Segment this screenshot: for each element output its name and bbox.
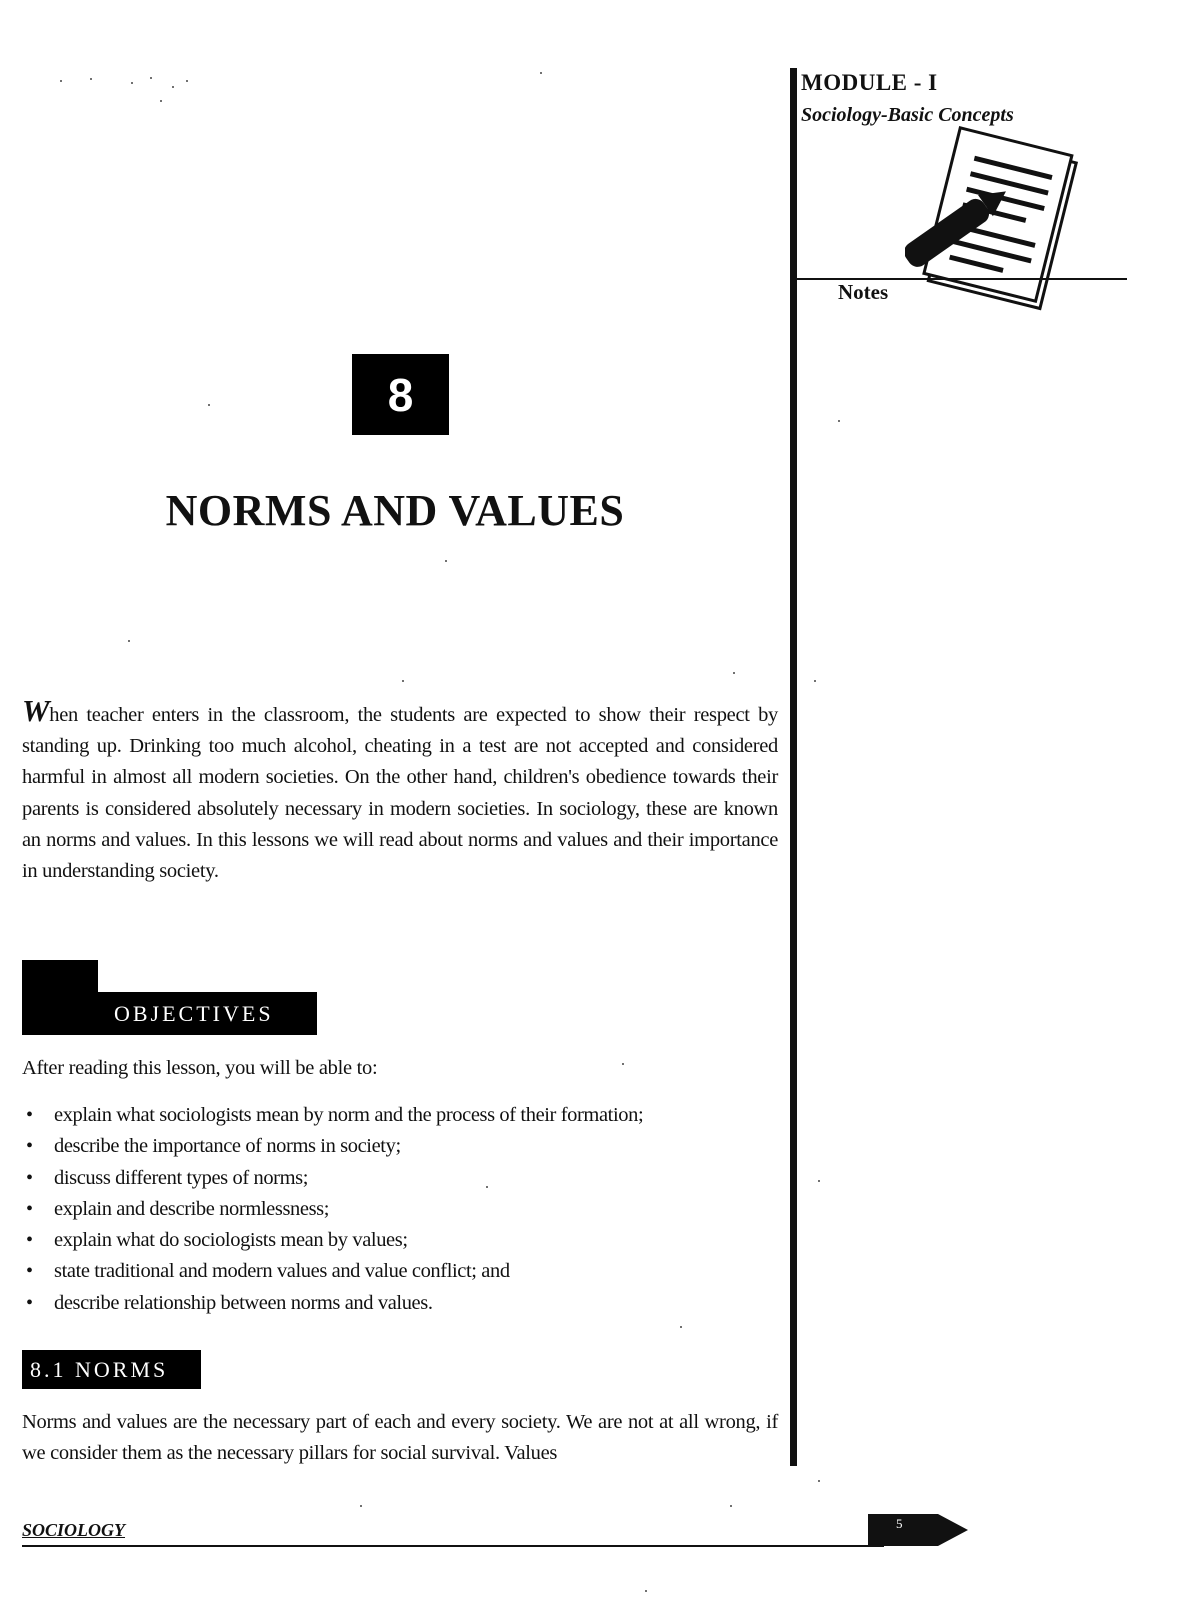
objectives-lead: After reading this lesson, you will be able to: [22,1057,378,1079]
page-number: 5 [896,1516,903,1531]
objectives-heading: OBJECTIVES [22,992,317,1035]
page-number-tab [868,1514,968,1546]
margin-rule [790,68,797,1466]
paper-and-pen-icon [905,125,1085,315]
list-item: • state traditional and modern values and value conflict; and [22,1256,643,1287]
drop-cap: W [22,693,50,728]
module-label: MODULE - I [801,70,938,95]
module-subtitle: Sociology-Basic Concepts [801,104,1014,126]
intro-text: hen teacher enters in the classroom, the students are expected to show their respect by standing up. Drinking too much alcohol, cheating in a test are not accepted and considered harmful in almost all modern societies. On the other hand, children's obedience towards their parents is considered absolutely necessary in modern societies. In sociology, these are known an norms and values. In this lessons we will read about norms and values and their importance in understanding society. [22,704,778,883]
list-item: • describe relationship between norms and values. [22,1288,643,1319]
list-item: • explain what do sociologists mean by values; [22,1225,643,1256]
footer-label: SOCIOLOGY [22,1520,126,1540]
section-heading: 8.1 NORMS [22,1350,201,1389]
list-item: • explain what sociologists mean by norm and the process of their formation; [22,1100,643,1131]
list-item: • describe the importance of norms in society; [22,1131,643,1162]
footer-rule [22,1545,884,1547]
list-item: • discuss different types of norms; [22,1163,643,1194]
list-item: • explain and describe normlessness; [22,1194,643,1225]
notes-label: Notes [838,280,889,304]
intro-paragraph [22,693,778,887]
objectives-list [22,1100,643,1319]
section-paragraph: Norms and values are the necessary part of each and every society. We are not at all wrong, if we consider them as the necessary pillars for social survival. Values [22,1411,778,1465]
chapter-title: NORMS AND VALUES [165,486,625,535]
chapter-number: 8 [352,354,449,435]
